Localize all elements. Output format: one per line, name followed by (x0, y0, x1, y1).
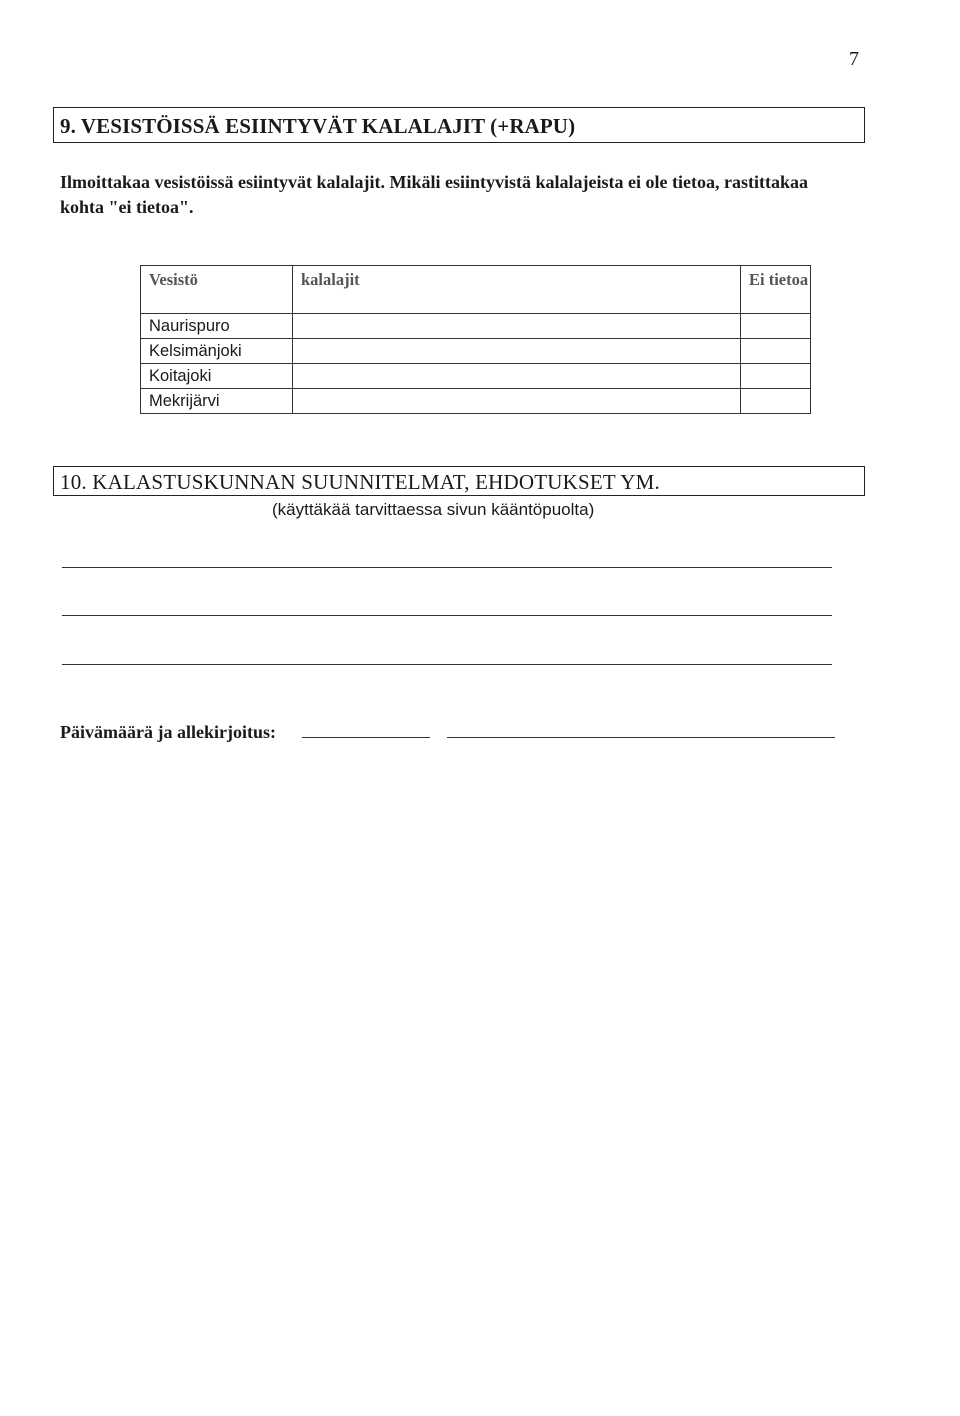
cell-vesisto: Naurispuro (141, 314, 293, 339)
cell-ei-tietoa-checkbox[interactable] (741, 314, 811, 339)
answer-line-2[interactable] (62, 615, 832, 616)
cell-vesisto: Koitajoki (141, 364, 293, 389)
section-10-subtitle: (käyttäkää tarvittaessa sivun kääntöpuolta) (272, 500, 595, 519)
cell-vesisto: Kelsimänjoki (141, 339, 293, 364)
cell-kalalajit-input[interactable] (293, 314, 741, 339)
section-9-instruction: Ilmoittakaa vesistöissä esiintyvät kalalajit. Mikäli esiintyvistä kalalajeista ei ole tietoa, rastittakaa kohta "ei tietoa". (60, 172, 808, 217)
answer-line-1[interactable] (62, 567, 832, 568)
table-row (141, 339, 811, 364)
table-header-row (141, 266, 811, 314)
cell-ei-tietoa-checkbox[interactable] (741, 389, 811, 414)
cell-ei-tietoa-checkbox[interactable] (741, 364, 811, 389)
signature-label: Päivämäärä ja allekirjoitus: (60, 722, 276, 742)
header-kalalajit: kalalajit (293, 266, 741, 314)
fish-species-table (140, 265, 811, 414)
header-vesisto: Vesistö (141, 266, 293, 314)
cell-kalalajit-input[interactable] (293, 339, 741, 364)
page-number: 7 (849, 48, 859, 70)
signature-line[interactable] (447, 737, 835, 738)
cell-vesisto: Mekrijärvi (141, 389, 293, 414)
answer-line-3[interactable] (62, 664, 832, 665)
cell-kalalajit-input[interactable] (293, 389, 741, 414)
table-row (141, 314, 811, 339)
cell-ei-tietoa-checkbox[interactable] (741, 339, 811, 364)
section-9-heading: 9. VESISTÖISSÄ ESIINTYVÄT KALALAJIT (+RAPU) (53, 107, 865, 143)
section-10-heading: 10. KALASTUSKUNNAN SUUNNITELMAT, EHDOTUKSET YM. (53, 466, 865, 496)
cell-kalalajit-input[interactable] (293, 364, 741, 389)
header-ei-tietoa: Ei tietoa (741, 266, 811, 314)
table-row (141, 364, 811, 389)
date-line[interactable] (302, 737, 430, 738)
table-row (141, 389, 811, 414)
